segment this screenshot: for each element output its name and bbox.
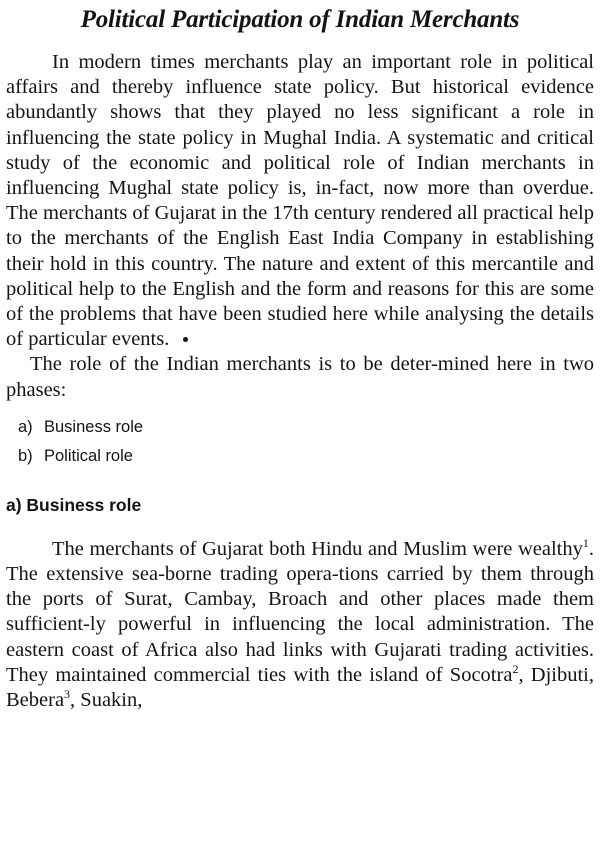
footnote-ref: 2 <box>512 662 519 677</box>
text-segment: The merchants of Gujarat both Hindu and Muslim were wealthy <box>52 537 583 560</box>
list-item <box>18 413 594 442</box>
text-segment: , Suakin, <box>70 689 143 712</box>
intro-paragraph <box>6 50 594 352</box>
phases-list <box>6 413 594 471</box>
list-item-label: Political role <box>44 446 133 465</box>
text-segment: , Djibuti, Bebera <box>6 663 595 712</box>
list-item-label: Business role <box>44 417 144 436</box>
footnote-ref: 1 <box>582 536 589 551</box>
footnote-ref: 3 <box>64 687 71 702</box>
text-segment: . The extensive sea-borne trading opera-tions carried by them through the ports of Surat, Cambay, Broach and other places made them sufficient-ly powerful in influencing the local administration. The eastern coast of Africa also had links with Gujarati trading activities. They maintained commercial ties with the island of Socotra <box>6 537 594 686</box>
section-heading: a) Business role <box>6 494 142 515</box>
intro-paragraph-text: In modern times merchants play an important role in political affairs and thereby influence state policy. But historical evidence abundantly shows that they played no less significant a role in influencing the state policy in Mughal India. A systematic and critical study of the economic and political role of Indian merchants in influencing Mughal state policy is, in-fact, now more than overdue. The merchants of Gujarat in the 17th century rendered all practical help to the merchants of the English East India Company in establishing their hold in this country. The nature and extent of this mercantile and political help to the English and the form and reasons for this are some of the problems that have been studied here while analysing the details of particular events. <box>6 51 594 351</box>
list-marker: b) <box>18 446 33 465</box>
list-item <box>18 442 594 471</box>
list-marker: a) <box>18 417 33 436</box>
business-role-paragraph <box>6 537 594 713</box>
phases-paragraph: The role of the Indian merchants is to be deter-mined here in two phases: <box>6 353 594 401</box>
page-title: Political Participation of Indian Merchants <box>80 6 520 33</box>
stray-dot-mark <box>183 337 188 342</box>
